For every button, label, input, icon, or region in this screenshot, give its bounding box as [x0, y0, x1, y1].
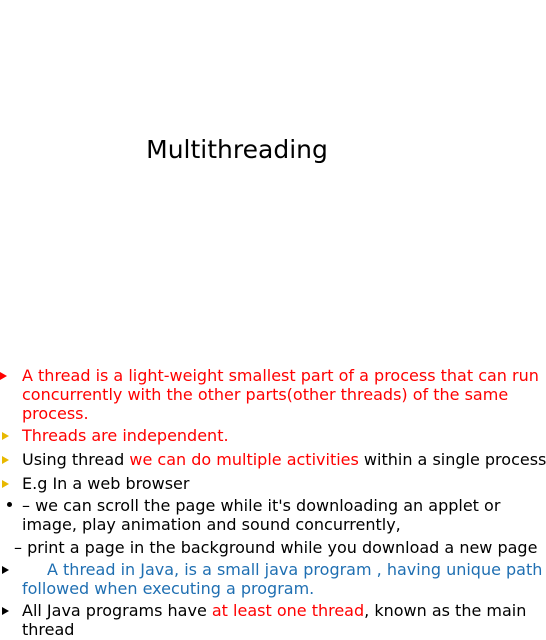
- bullet-3-after: within a single process: [358, 450, 546, 469]
- bullet-8-text: [22, 601, 526, 621]
- slide-title: Multithreading: [146, 135, 328, 164]
- bullet-3-text: [22, 450, 546, 470]
- bullet-8-after: , known as the main: [364, 601, 527, 620]
- bullet-6-text: – print a page in the background while you download a new page: [14, 538, 538, 557]
- bullet-8-highlight: at least one thread: [211, 601, 365, 620]
- bullet-arrow-icon: [2, 607, 9, 615]
- bullet-arrow-icon: [2, 456, 9, 464]
- bullet-5-line-2: image, play animation and sound concurrently,: [22, 515, 401, 534]
- bullet-arrow-icon: [2, 566, 9, 574]
- bullet-1-line-1: A thread is a light-weight smallest part of a process that can run: [22, 366, 539, 385]
- bullet-7-line-2: followed when executing a program.: [22, 579, 315, 598]
- bullet-dot-icon: [7, 502, 12, 507]
- bullet-7-line-1: A thread in Java, is a small java program , having unique path: [47, 560, 543, 579]
- bullet-2-text: Threads are independent.: [22, 426, 229, 445]
- bullet-arrow-icon: [2, 432, 9, 440]
- bullet-8-line-2: thread: [22, 620, 75, 639]
- bullet-1-line-2: concurrently with the other parts(other threads) of the same: [22, 385, 509, 404]
- bullet-3-before: Using thread: [22, 450, 130, 469]
- bullet-arrow-icon: [0, 372, 7, 380]
- bullet-4-text: E.g In a web browser: [22, 474, 190, 493]
- bullet-3-highlight: we can do multiple activities: [129, 450, 359, 469]
- bullet-arrow-icon: [2, 480, 9, 488]
- bullet-8-before: All Java programs have: [22, 601, 212, 620]
- bullet-5-line-1: – we can scroll the page while it's downloading an applet or: [22, 496, 501, 515]
- bullet-1-line-3: process.: [22, 404, 89, 423]
